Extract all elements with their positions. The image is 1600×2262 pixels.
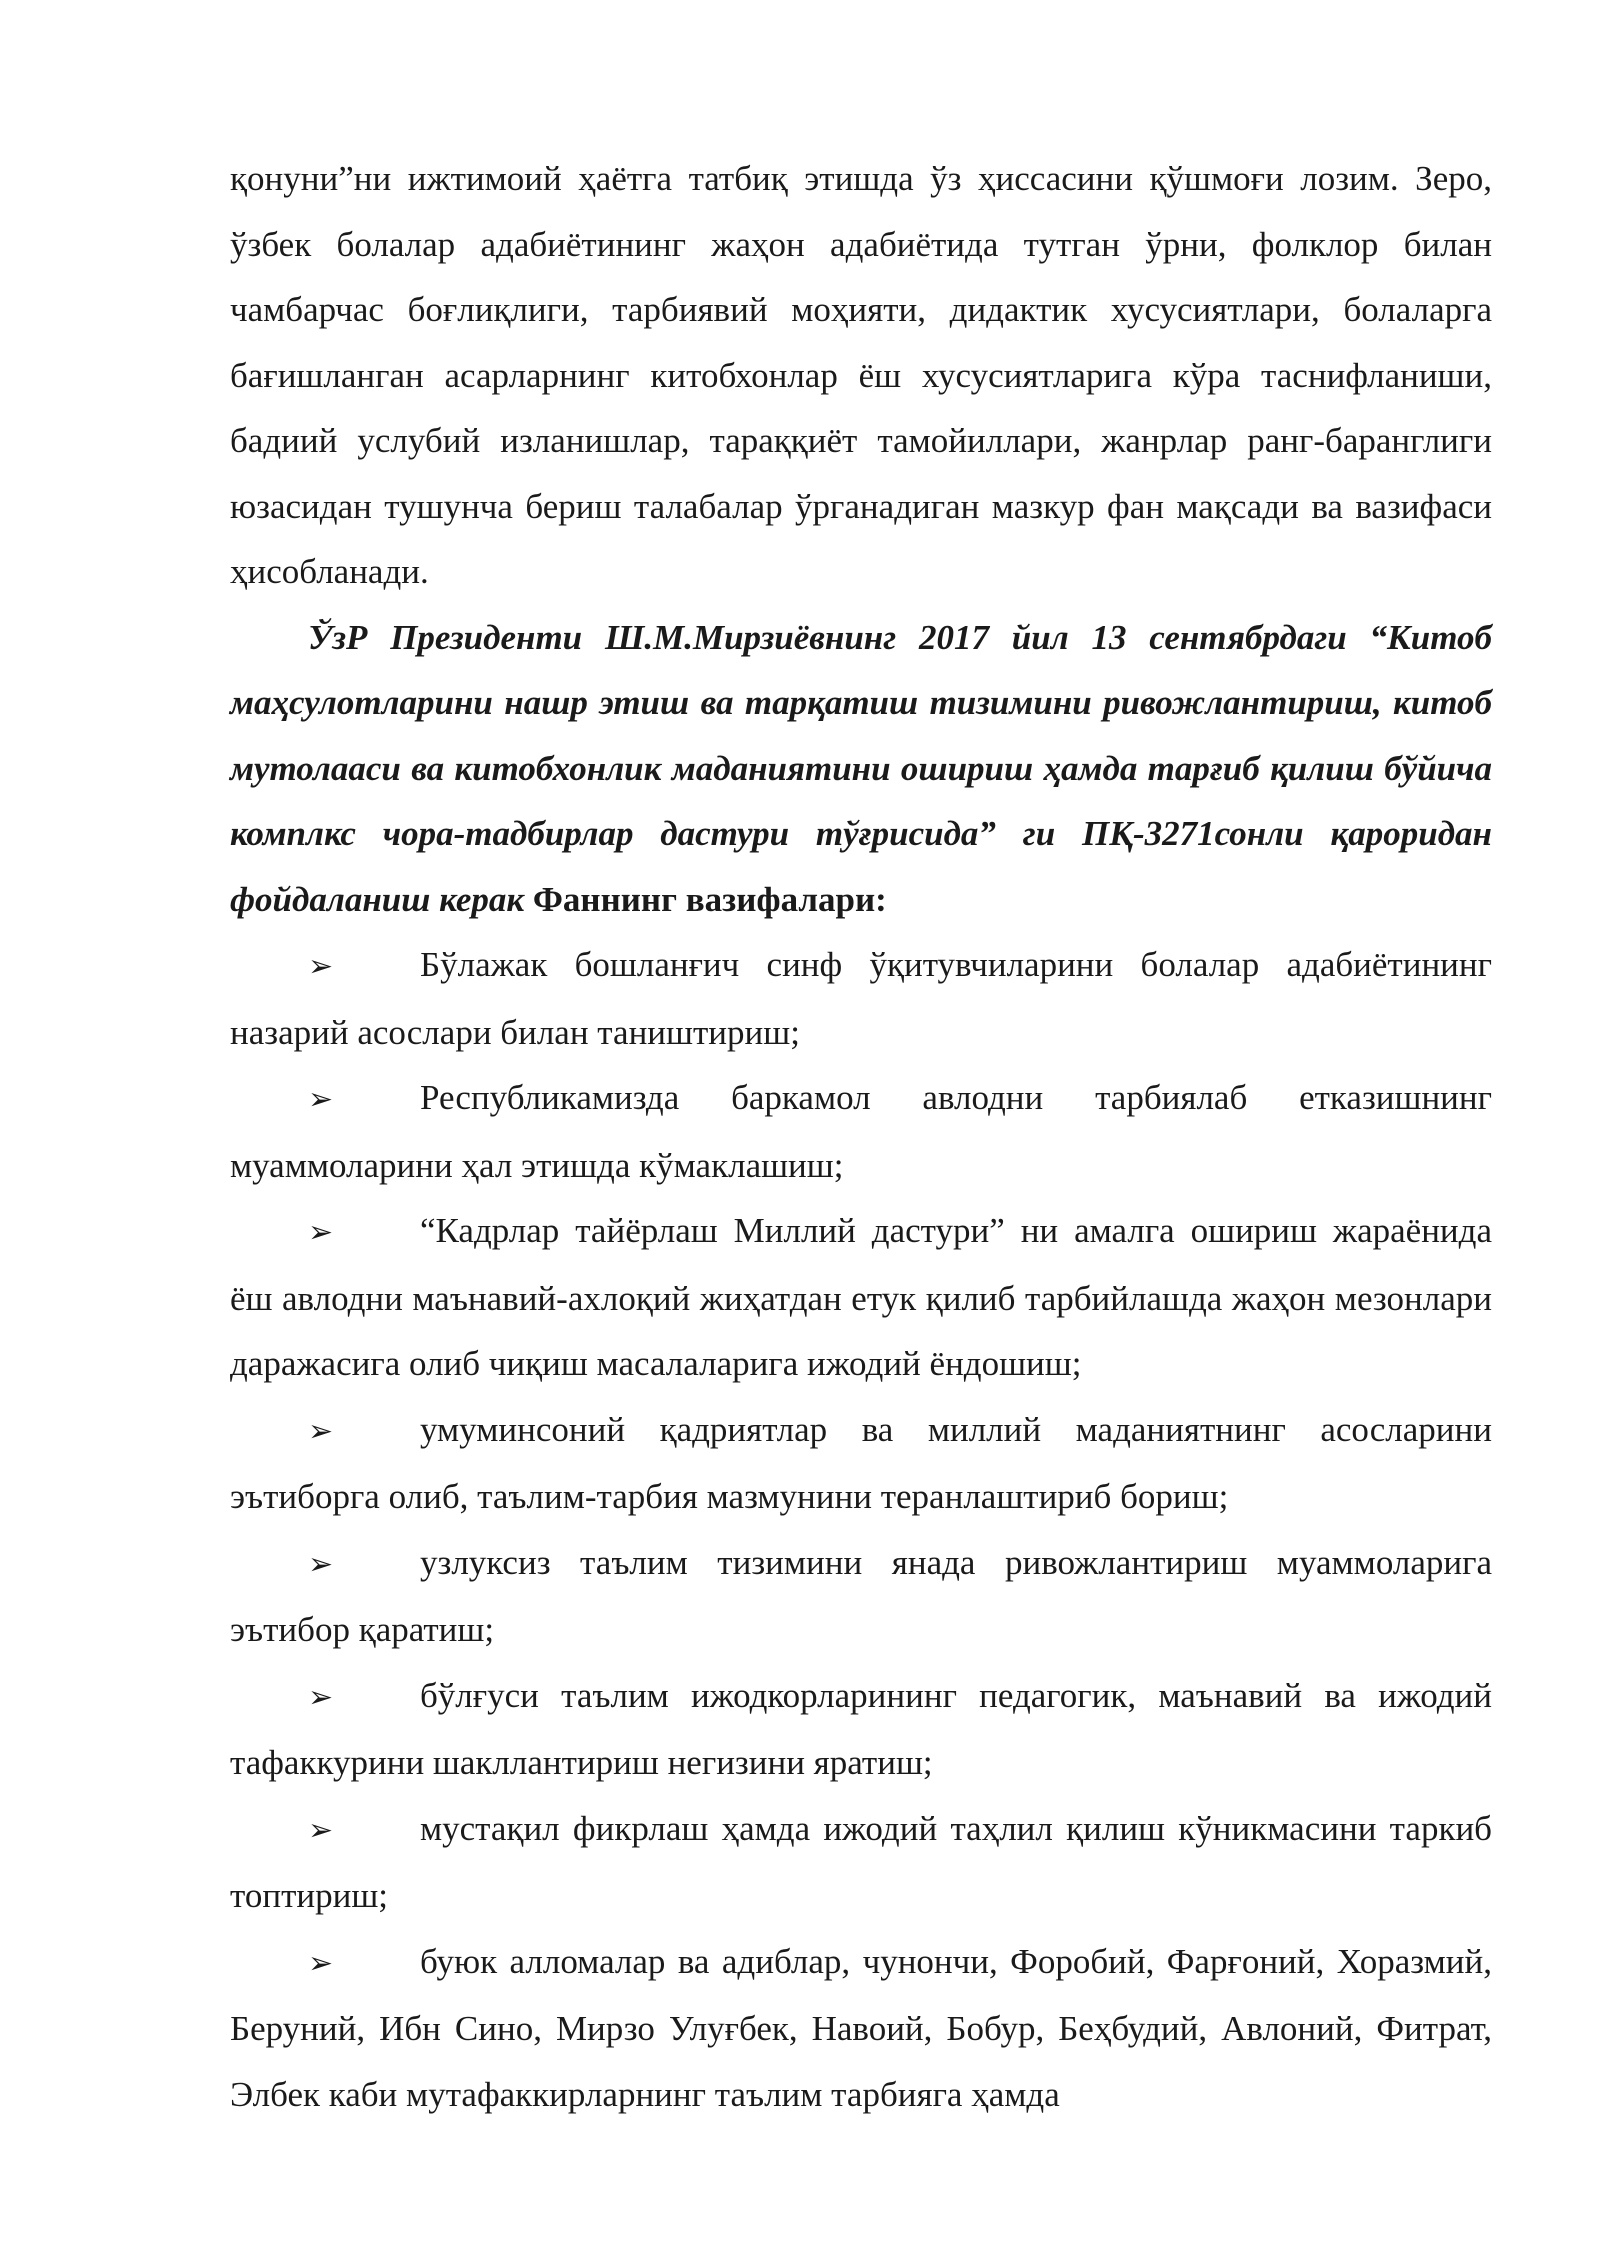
document-page	[230, 146, 1492, 2127]
list-item	[230, 1198, 1492, 1397]
arrow-bullet-icon: ➢	[308, 1679, 334, 1715]
list-item	[230, 932, 1492, 1065]
list-item-text: умуминсоний қадриятлар ва миллий маданиятнинг асосларини эътиборга олиб, таълим-тарбия мазмунини теранлаштириб бориш;	[230, 1409, 1492, 1516]
decree-paragraph	[230, 605, 1492, 933]
list-item-text: мустақил фикрлаш ҳамда ижодий таҳлил қилиш кўникмасини таркиб топтириш;	[230, 1808, 1492, 1915]
arrow-bullet-icon: ➢	[308, 1812, 334, 1848]
list-item	[230, 1663, 1492, 1796]
list-item-text: бўлғуси таълим ижодкорларининг педагогик, маънавий ва ижодий тафаккурини шакллантириш негизини яратиш;	[230, 1675, 1492, 1782]
list-item-text: “Кадрлар тайёрлаш Миллий дастури” ни амалга ошириш жараёнида ёш авлодни маънавий-ахлоқий жиҳатдан етук қилиб тарбийлашда жаҳон мезонлари даражасига олиб чиқиш масалаларига ижодий ёндошиш;	[230, 1211, 1492, 1383]
list-item	[230, 1397, 1492, 1530]
tasks-list	[230, 932, 1492, 2127]
arrow-bullet-icon: ➢	[308, 1546, 334, 1582]
arrow-bullet-icon: ➢	[308, 1215, 334, 1250]
intro-paragraph: қонуни”ни ижтимоий ҳаётга татбиқ этишда ўз ҳиссасини қўшмоғи лозим. Зеро, ўзбек болалар адабиётининг жаҳон адабиётида тутган ўрни, фолклор билан чамбарчас боғлиқлиги, тарбиявий моҳияти, дидактик хусусиятлари, болаларга бағишланган асарларнинг китобхонлар ёш хусусиятларига кўра таснифланиши, бадиий услубий изланишлар, тараққиёт тамойиллари, жанрлар ранг-баранглиги юзасидан тушунча бериш талабалар ўрганадиган мазкур фан мақсади ва вазифаси ҳисобланади.	[230, 159, 1492, 591]
list-item-text: буюк алломалар ва адиблар, чунончи, Форобий, Фарғоний, Хоразмий, Беруний, Ибн Сино, Мирзо Улуғбек, Навоий, Бобур, Беҳбудий, Авлоний, Фитрат, Элбек каби мутафаккирларнинг таълим тарбияга ҳамда	[230, 1941, 1492, 2114]
list-item	[230, 1796, 1492, 1929]
arrow-bullet-icon: ➢	[308, 1413, 334, 1449]
tasks-heading: Фаннинг вазифалари:	[532, 879, 887, 919]
list-item-text: Республикамизда баркамол авлодни тарбиялаб етказишнинг муаммоларини ҳал этишда кўмаклашиш;	[230, 1078, 1492, 1185]
list-item	[230, 1530, 1492, 1663]
list-item-text: узлуксиз таълим тизимини янада ривожлантириш муаммоларига эътибор қаратиш;	[230, 1542, 1492, 1649]
list-item	[230, 1065, 1492, 1198]
arrow-bullet-icon: ➢	[308, 949, 334, 984]
decree-reference: ЎзР Президенти Ш.М.Мирзиёвнинг 2017 йил 13 сентябрдаги “Китоб маҳсулотларини нашр этиш ва тарқатиш тизимини ривожлантириш, китоб мутолааси ва китобхонлик маданиятини ошириш ҳамда тарғиб қилиш бўйича комплкс чора-тадбирлар дастури тўғрисида” ги ПҚ-3271сонли қароридан фойдаланиш керак	[230, 617, 1492, 919]
arrow-bullet-icon: ➢	[308, 1945, 334, 1981]
list-item-text: Бўлажак бошланғич синф ўқитувчиларини болалар адабиётининг назарий асослари билан таништириш;	[230, 945, 1492, 1052]
arrow-bullet-icon: ➢	[308, 1082, 334, 1117]
list-item	[230, 1929, 1492, 2128]
